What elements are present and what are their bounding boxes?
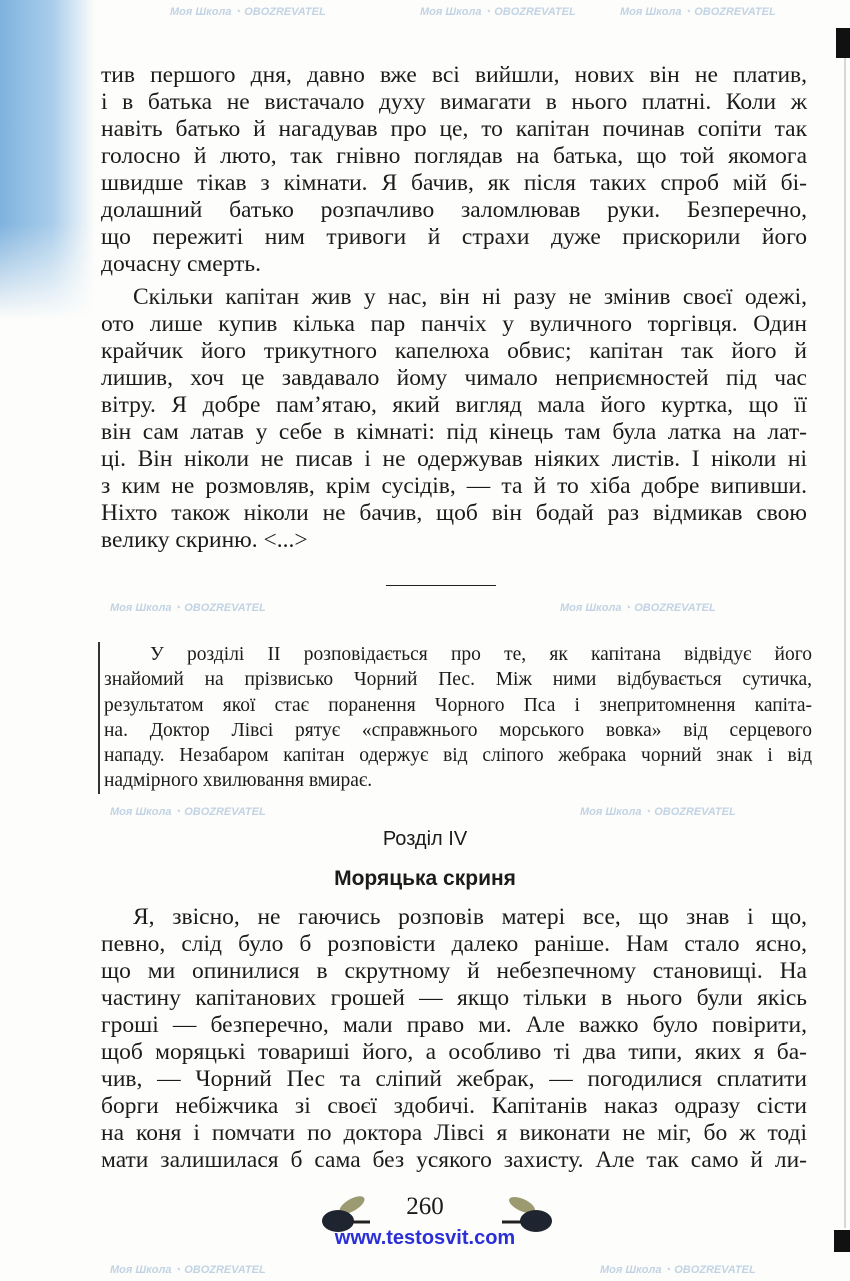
text-line: голосно й люто, так гнівно поглядав на батька, що той якомога [101, 143, 807, 169]
text-line: знайомий на прізвисько Чорний Пес. Між ними відбувається сутичка, [104, 669, 812, 691]
text-line: Я, звісно, не гаючись розповів матері все, що знав і що, [133, 904, 807, 930]
scan-edge-top [836, 28, 850, 58]
text-line: ото лише купив кілька пар панчіх у вуличного торгівця. Один [101, 311, 807, 337]
text-line: з ким не розмовляв, крім сусідів, — та й то хіба добре випивши. [101, 473, 807, 499]
watermark: Моя Школа ◔ OBOZREVATEL [560, 602, 716, 614]
text-line: швидше тікав з кімнати. Я бачив, як після таких спроб мій бі- [101, 170, 807, 196]
text-line: щоб моряцькі товариші його, а особливо ті два типи, яких я ба- [101, 1039, 807, 1065]
watermark: Моя Школа ◔ OBOZREVATEL [110, 806, 266, 818]
text-line: Ніхто також ніколи не бачив, щоб він бодай раз відмикав свою [101, 500, 807, 526]
site-url-link[interactable]: www.testosvit.com [334, 1227, 516, 1249]
text-line: ці. Він ніколи не писав і не одержував ніяких листів. І ніколи ні [101, 446, 807, 472]
text-line: що ми опинилися в скрутному й небезпечному становищі. На [101, 958, 807, 984]
watermark: Моя Школа ◔ OBOZREVATEL [170, 6, 326, 18]
scan-edge-line [844, 58, 846, 1228]
paragraph-1 [101, 62, 807, 278]
text-line: на. Доктор Лівсі рятує «справжнього морського вовка» від серцевого [104, 719, 812, 741]
page-number: 260 [406, 1193, 444, 1220]
text-line: чив, — Чорний Пес та сліпий жебрак, — погодилися сплатити [101, 1066, 807, 1092]
text-line: надмірного хвилювання вмирає. [104, 770, 373, 792]
chapter-title: Моряцька скриня [334, 867, 516, 890]
paragraph-2 [101, 284, 807, 554]
text-line: він сам латав у себе в кімнаті: під кінець там була латка на лат- [101, 419, 807, 445]
text-line: на коня і помчати по доктора Лівсі я виконати не міг, бо ж тоді [101, 1120, 807, 1146]
watermark: Моя Школа ◔ OBOZREVATEL [110, 1264, 266, 1276]
text-line: мати залишилася б сама без усякого захисту. Але так само й ли- [101, 1147, 807, 1173]
text-line: велику скриню. <...> [101, 527, 308, 553]
text-line: борги небіжчика зі своєї здобичі. Капітанів наказ одразу сісти [101, 1093, 807, 1119]
text-line: і в батька не вистачало духу вимагати в нього платні. Коли ж [101, 89, 807, 115]
watermark: Моя Школа ◔ OBOZREVATEL [420, 6, 576, 18]
page-edge-fade [0, 0, 95, 320]
text-line: Скільки капітан жив у нас, він ні разу не змінив своєї одежі, [133, 284, 807, 310]
chapter-summary-box [98, 642, 812, 794]
watermark: Моя Школа ◔ OBOZREVATEL [620, 6, 776, 18]
watermark: Моя Школа ◔ OBOZREVATEL [580, 806, 736, 818]
text-line: дочасну смерть. [101, 251, 262, 277]
text-line: що пережиті ним тривоги й страхи дуже прискорили його [101, 224, 807, 250]
text-line: У розділі II розповідається про те, як капітана відвідує його [150, 644, 812, 665]
text-line: крайчик його трикутного капелюха обвис; капітан так його й [101, 338, 807, 364]
text-line: певно, слід було б розповісти далеко раніше. Нам стало ясно, [101, 931, 807, 957]
text-line: лишив, хоч це завдавало йому чимало неприємностей під час [101, 365, 807, 391]
text-line: тив першого дня, давно вже всі вийшли, нових він не платив, [101, 62, 807, 88]
text-line: частину капітанових грошей — якщо тільки в нього були якісь [101, 985, 807, 1011]
text-line: навіть батько й нагадував про це, то капітан починав сопіти так [101, 116, 807, 142]
chapter-number: Розділ IV [382, 828, 468, 850]
watermark: Моя Школа ◔ OBOZREVATEL [110, 602, 266, 614]
paragraph-3 [101, 904, 807, 1174]
text-line: гроші — безперечно, мали право ми. Але важко було повірити, [101, 1012, 807, 1038]
text-line: вітру. Я добре пам’ятаю, який вигляд мала його куртка, що її [101, 392, 807, 418]
text-line: нападу. Незабаром капітан одержує від сліпого жебрака чорний знак і від [104, 745, 812, 767]
text-line: результатом якої стає поранення Чорного Пса і знепритомнення капіта- [104, 694, 812, 716]
watermark: Моя Школа ◔ OBOZREVATEL [600, 1264, 756, 1276]
section-divider [386, 585, 496, 586]
text-line: долашний батько розпачливо заломлював руки. Безперечно, [101, 197, 807, 223]
